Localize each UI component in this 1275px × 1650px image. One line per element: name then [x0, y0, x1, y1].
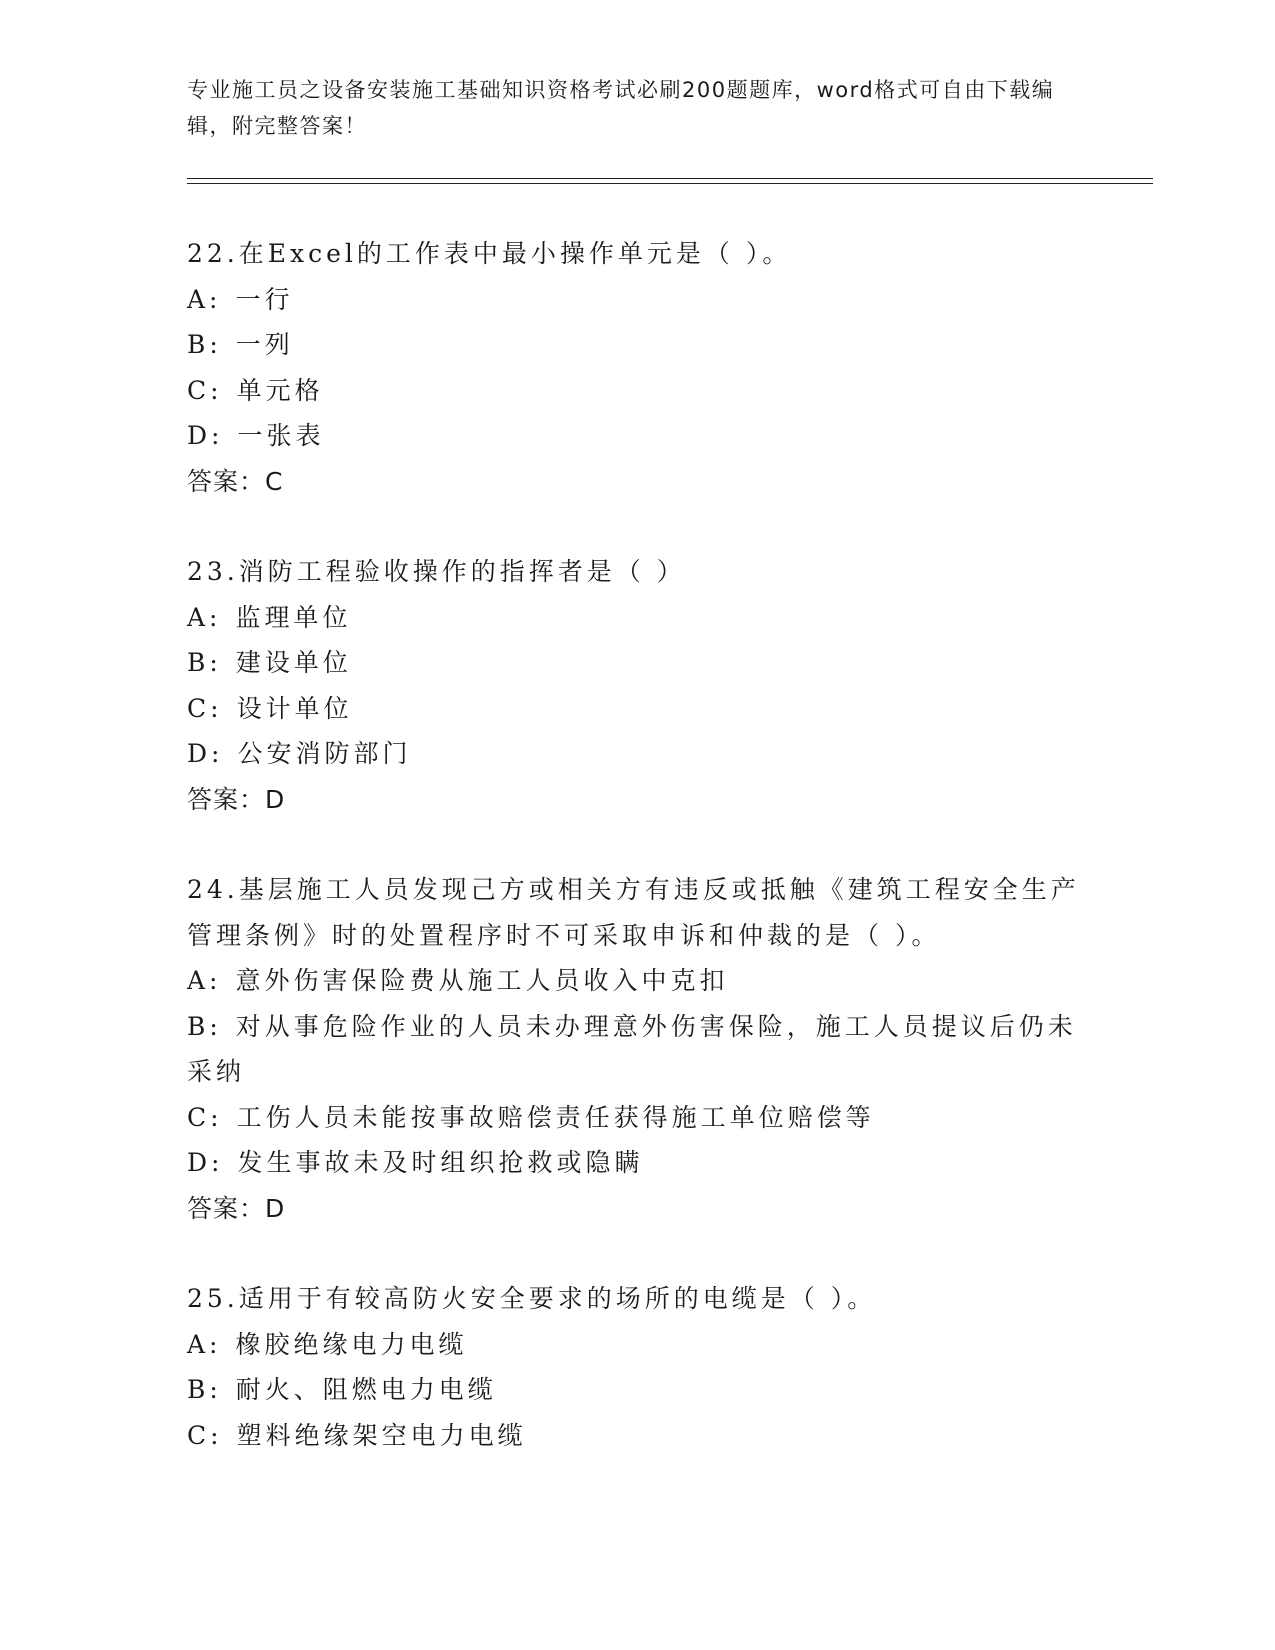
option-letter: C:	[187, 1420, 223, 1450]
question-stem: 24.基层施工人员发现己方或相关方有违反或抵触《建筑工程安全生产管理条例》时的处置程序时不可采取申诉和仲裁的是（ ）。	[187, 875, 1080, 950]
question-list	[187, 231, 1087, 1503]
option-letter: D:	[187, 421, 224, 450]
option-a	[187, 958, 1087, 1004]
answer-line: 答案：D	[187, 784, 286, 814]
option-letter: B:	[187, 648, 222, 677]
option-text: 公安消防部门	[237, 739, 412, 768]
option-letter: C:	[187, 693, 223, 723]
option-b	[187, 1367, 1087, 1413]
option-text: 意外伤害保险费从施工人员收入中克扣	[235, 966, 729, 995]
option-letter: B:	[187, 330, 222, 359]
option-text: 一列	[235, 330, 294, 359]
option-letter: C:	[187, 1102, 223, 1132]
option-d	[187, 413, 1087, 459]
option-c	[187, 1413, 1087, 1459]
question-stem: 22.在Excel的工作表中最小操作单元是（ ）。	[187, 239, 792, 268]
option-letter: A:	[187, 602, 222, 632]
header-rule-bottom	[187, 183, 1153, 184]
option-b	[187, 640, 1087, 686]
option-letter: A:	[187, 284, 222, 314]
option-letter: C:	[187, 375, 223, 405]
option-letter: A:	[187, 1329, 222, 1359]
document-header: 专业施工员之设备安装施工基础知识资格考试必刷200题题库，word格式可自由下载编辑，附完整答案！	[187, 78, 1055, 138]
question-25	[187, 1276, 1087, 1458]
question-23	[187, 549, 1087, 822]
option-letter: B:	[187, 1011, 222, 1041]
question-stem: 25.适用于有较高防火安全要求的场所的电缆是（ ）。	[187, 1284, 877, 1313]
header-rule-top	[187, 178, 1153, 179]
option-letter: B:	[187, 1375, 222, 1404]
option-text: 工伤人员未能按事故赔偿责任获得施工单位赔偿等	[236, 1102, 875, 1132]
option-a	[187, 1322, 1087, 1368]
option-text: 一张表	[237, 421, 325, 450]
option-letter: D:	[187, 1148, 224, 1177]
option-text: 塑料绝缘架空电力电缆	[236, 1420, 527, 1450]
question-24	[187, 867, 1087, 1231]
option-d	[187, 731, 1087, 777]
option-text: 发生事故未及时组织抢救或隐瞒	[237, 1148, 644, 1177]
option-c	[187, 686, 1087, 732]
option-a	[187, 277, 1087, 323]
option-letter: A:	[187, 966, 222, 995]
option-d	[187, 1140, 1087, 1186]
option-letter: D:	[187, 739, 224, 768]
option-text: 监理单位	[235, 602, 352, 632]
option-text: 橡胶绝缘电力电缆	[235, 1329, 468, 1359]
option-text: 设计单位	[236, 693, 353, 723]
option-a	[187, 595, 1087, 641]
option-text: 单元格	[236, 375, 324, 405]
option-c	[187, 1095, 1087, 1141]
question-22	[187, 231, 1087, 504]
option-text: 建设单位	[235, 648, 352, 677]
option-b	[187, 322, 1087, 368]
option-c	[187, 368, 1087, 414]
answer-line: 答案：D	[187, 1193, 286, 1223]
answer-line: 答案：C	[187, 466, 284, 496]
option-text: 一行	[235, 284, 294, 314]
option-text: 耐火、阻燃电力电缆	[235, 1375, 497, 1404]
option-text: 对从事危险作业的人员未办理意外伤害保险，施工人员提议后仍未采纳	[187, 1011, 1077, 1086]
question-stem: 23.消防工程验收操作的指挥者是（ ）	[187, 557, 686, 586]
option-b	[187, 1004, 1087, 1095]
